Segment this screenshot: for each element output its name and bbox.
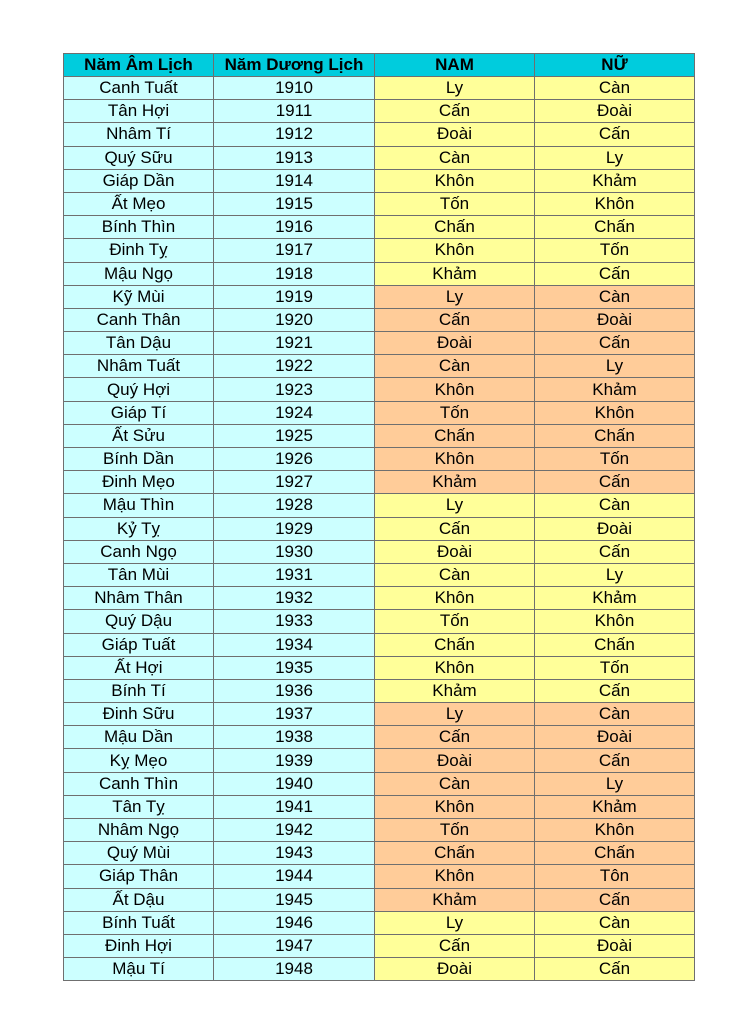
male-cell: Tốn xyxy=(375,610,535,633)
male-cell: Càn xyxy=(375,563,535,586)
female-cell: Càn xyxy=(535,77,695,100)
male-cell: Khảm xyxy=(375,262,535,285)
table-row xyxy=(64,239,695,262)
lunar-year-cell: Giáp Tuất xyxy=(64,633,214,656)
lunar-year-cell: Kỹ Mùi xyxy=(64,285,214,308)
solar-year-cell: 1933 xyxy=(214,610,375,633)
male-cell: Khôn xyxy=(375,865,535,888)
solar-year-cell: 1914 xyxy=(214,169,375,192)
female-cell: Đoài xyxy=(535,726,695,749)
table-row xyxy=(64,819,695,842)
solar-year-cell: 1935 xyxy=(214,656,375,679)
table-row xyxy=(64,749,695,772)
table-row xyxy=(64,77,695,100)
solar-year-cell: 1915 xyxy=(214,192,375,215)
lunar-year-cell: Canh Tuất xyxy=(64,77,214,100)
male-cell: Khôn xyxy=(375,587,535,610)
male-cell: Đoài xyxy=(375,540,535,563)
male-cell: Khôn xyxy=(375,378,535,401)
header-solar-year: Năm Dương Lịch xyxy=(214,54,375,77)
female-cell: Khảm xyxy=(535,795,695,818)
solar-year-cell: 1917 xyxy=(214,239,375,262)
male-cell: Khôn xyxy=(375,239,535,262)
table-row xyxy=(64,424,695,447)
table-row xyxy=(64,563,695,586)
solar-year-cell: 1910 xyxy=(214,77,375,100)
table-row xyxy=(64,355,695,378)
lunar-year-cell: Kỷ Tỵ xyxy=(64,517,214,540)
table-row xyxy=(64,517,695,540)
male-cell: Ly xyxy=(375,703,535,726)
lunar-year-cell: Đinh Sữu xyxy=(64,703,214,726)
male-cell: Tốn xyxy=(375,401,535,424)
lunar-year-cell: Giáp Dần xyxy=(64,169,214,192)
solar-year-cell: 1936 xyxy=(214,679,375,702)
lunar-year-cell: Mậu Thìn xyxy=(64,494,214,517)
table-row xyxy=(64,401,695,424)
solar-year-cell: 1923 xyxy=(214,378,375,401)
male-cell: Càn xyxy=(375,355,535,378)
solar-year-cell: 1948 xyxy=(214,958,375,981)
lunar-year-cell: Mậu Ngọ xyxy=(64,262,214,285)
male-cell: Ly xyxy=(375,494,535,517)
solar-year-cell: 1920 xyxy=(214,308,375,331)
female-cell: Chấn xyxy=(535,842,695,865)
solar-year-cell: 1913 xyxy=(214,146,375,169)
male-cell: Cấn xyxy=(375,517,535,540)
female-cell: Càn xyxy=(535,285,695,308)
female-cell: Tôn xyxy=(535,865,695,888)
female-cell: Đoài xyxy=(535,934,695,957)
lunar-year-cell: Quý Mùi xyxy=(64,842,214,865)
male-cell: Đoài xyxy=(375,958,535,981)
male-cell: Khôn xyxy=(375,795,535,818)
solar-year-cell: 1944 xyxy=(214,865,375,888)
female-cell: Ly xyxy=(535,146,695,169)
female-cell: Chấn xyxy=(535,633,695,656)
female-cell: Tốn xyxy=(535,448,695,471)
lunar-year-cell: Tân Dậu xyxy=(64,332,214,355)
solar-year-cell: 1946 xyxy=(214,911,375,934)
solar-year-cell: 1947 xyxy=(214,934,375,957)
male-cell: Chấn xyxy=(375,216,535,239)
lunar-year-cell: Tân Mùi xyxy=(64,563,214,586)
lunar-year-cell: Nhâm Tuất xyxy=(64,355,214,378)
male-cell: Cấn xyxy=(375,100,535,123)
male-cell: Càn xyxy=(375,772,535,795)
male-cell: Khôn xyxy=(375,169,535,192)
lunar-year-cell: Nhâm Thân xyxy=(64,587,214,610)
header-lunar-year: Năm Âm Lịch xyxy=(64,54,214,77)
solar-year-cell: 1929 xyxy=(214,517,375,540)
female-cell: Cấn xyxy=(535,888,695,911)
solar-year-cell: 1939 xyxy=(214,749,375,772)
female-cell: Khôn xyxy=(535,401,695,424)
header-male: NAM xyxy=(375,54,535,77)
header-row xyxy=(64,54,695,77)
solar-year-cell: 1921 xyxy=(214,332,375,355)
lunar-year-cell: Quý Sữu xyxy=(64,146,214,169)
solar-year-cell: 1945 xyxy=(214,888,375,911)
lunar-year-cell: Đinh Hợi xyxy=(64,934,214,957)
table-row xyxy=(64,494,695,517)
male-cell: Khôn xyxy=(375,656,535,679)
lunar-year-cell: Quý Dậu xyxy=(64,610,214,633)
table-row xyxy=(64,308,695,331)
male-cell: Khảm xyxy=(375,888,535,911)
lunar-year-cell: Canh Thìn xyxy=(64,772,214,795)
female-cell: Cấn xyxy=(535,679,695,702)
zodiac-table xyxy=(63,53,695,981)
lunar-year-cell: Bính Dần xyxy=(64,448,214,471)
lunar-year-cell: Mậu Tí xyxy=(64,958,214,981)
table-row xyxy=(64,378,695,401)
solar-year-cell: 1943 xyxy=(214,842,375,865)
male-cell: Khôn xyxy=(375,448,535,471)
male-cell: Chấn xyxy=(375,842,535,865)
male-cell: Tốn xyxy=(375,192,535,215)
female-cell: Ly xyxy=(535,772,695,795)
female-cell: Cấn xyxy=(535,123,695,146)
table-row xyxy=(64,100,695,123)
lunar-year-cell: Canh Ngọ xyxy=(64,540,214,563)
lunar-year-cell: Giáp Thân xyxy=(64,865,214,888)
female-cell: Cấn xyxy=(535,471,695,494)
table-row xyxy=(64,471,695,494)
lunar-year-cell: Ất Mẹo xyxy=(64,192,214,215)
male-cell: Ly xyxy=(375,77,535,100)
female-cell: Cấn xyxy=(535,540,695,563)
solar-year-cell: 1925 xyxy=(214,424,375,447)
lunar-year-cell: Nhâm Ngọ xyxy=(64,819,214,842)
table-row xyxy=(64,703,695,726)
lunar-year-cell: Tân Tỵ xyxy=(64,795,214,818)
male-cell: Khảm xyxy=(375,471,535,494)
male-cell: Đoài xyxy=(375,123,535,146)
table-row xyxy=(64,656,695,679)
table-row xyxy=(64,216,695,239)
female-cell: Khôn xyxy=(535,610,695,633)
solar-year-cell: 1928 xyxy=(214,494,375,517)
lunar-year-cell: Tân Hợi xyxy=(64,100,214,123)
solar-year-cell: 1938 xyxy=(214,726,375,749)
solar-year-cell: 1927 xyxy=(214,471,375,494)
male-cell: Cấn xyxy=(375,308,535,331)
lunar-year-cell: Bính Tí xyxy=(64,679,214,702)
lunar-year-cell: Mậu Dần xyxy=(64,726,214,749)
table-row xyxy=(64,958,695,981)
table-row xyxy=(64,772,695,795)
lunar-year-cell: Ất Dậu xyxy=(64,888,214,911)
lunar-year-cell: Bính Thìn xyxy=(64,216,214,239)
female-cell: Tốn xyxy=(535,656,695,679)
table-row xyxy=(64,332,695,355)
male-cell: Ly xyxy=(375,911,535,934)
solar-year-cell: 1926 xyxy=(214,448,375,471)
table-row xyxy=(64,262,695,285)
lunar-year-cell: Giáp Tí xyxy=(64,401,214,424)
female-cell: Khảm xyxy=(535,378,695,401)
lunar-year-cell: Ất Hợi xyxy=(64,656,214,679)
female-cell: Cấn xyxy=(535,332,695,355)
male-cell: Cấn xyxy=(375,934,535,957)
female-cell: Cấn xyxy=(535,958,695,981)
lunar-year-cell: Quý Hợi xyxy=(64,378,214,401)
table-row xyxy=(64,146,695,169)
lunar-year-cell: Canh Thân xyxy=(64,308,214,331)
male-cell: Tốn xyxy=(375,819,535,842)
female-cell: Ly xyxy=(535,563,695,586)
female-cell: Càn xyxy=(535,494,695,517)
table-row xyxy=(64,169,695,192)
solar-year-cell: 1911 xyxy=(214,100,375,123)
female-cell: Khôn xyxy=(535,192,695,215)
table-row xyxy=(64,911,695,934)
table-row xyxy=(64,123,695,146)
female-cell: Khảm xyxy=(535,587,695,610)
male-cell: Khảm xyxy=(375,679,535,702)
lunar-year-cell: Kỵ Mẹo xyxy=(64,749,214,772)
table-row xyxy=(64,842,695,865)
solar-year-cell: 1924 xyxy=(214,401,375,424)
table-row xyxy=(64,192,695,215)
female-cell: Càn xyxy=(535,703,695,726)
female-cell: Đoài xyxy=(535,308,695,331)
table-row xyxy=(64,934,695,957)
solar-year-cell: 1931 xyxy=(214,563,375,586)
table-body xyxy=(64,77,695,981)
male-cell: Chấn xyxy=(375,424,535,447)
header-female: NỮ xyxy=(535,54,695,77)
table-row xyxy=(64,679,695,702)
solar-year-cell: 1941 xyxy=(214,795,375,818)
table-row xyxy=(64,587,695,610)
table-row xyxy=(64,448,695,471)
solar-year-cell: 1942 xyxy=(214,819,375,842)
solar-year-cell: 1940 xyxy=(214,772,375,795)
female-cell: Khôn xyxy=(535,819,695,842)
table-row xyxy=(64,888,695,911)
female-cell: Đoài xyxy=(535,100,695,123)
solar-year-cell: 1932 xyxy=(214,587,375,610)
male-cell: Cấn xyxy=(375,726,535,749)
female-cell: Khảm xyxy=(535,169,695,192)
male-cell: Đoài xyxy=(375,332,535,355)
table-row xyxy=(64,633,695,656)
table-row xyxy=(64,285,695,308)
table-row xyxy=(64,610,695,633)
solar-year-cell: 1922 xyxy=(214,355,375,378)
male-cell: Chấn xyxy=(375,633,535,656)
lunar-year-cell: Nhâm Tí xyxy=(64,123,214,146)
table-row xyxy=(64,865,695,888)
solar-year-cell: 1912 xyxy=(214,123,375,146)
male-cell: Ly xyxy=(375,285,535,308)
female-cell: Ly xyxy=(535,355,695,378)
lunar-year-cell: Ất Sửu xyxy=(64,424,214,447)
solar-year-cell: 1937 xyxy=(214,703,375,726)
female-cell: Cấn xyxy=(535,749,695,772)
female-cell: Chấn xyxy=(535,424,695,447)
lunar-year-cell: Bính Tuất xyxy=(64,911,214,934)
female-cell: Cấn xyxy=(535,262,695,285)
table-row xyxy=(64,540,695,563)
solar-year-cell: 1919 xyxy=(214,285,375,308)
male-cell: Càn xyxy=(375,146,535,169)
female-cell: Chấn xyxy=(535,216,695,239)
solar-year-cell: 1918 xyxy=(214,262,375,285)
female-cell: Đoài xyxy=(535,517,695,540)
lunar-year-cell: Đinh Mẹo xyxy=(64,471,214,494)
lunar-year-cell: Đinh Tỵ xyxy=(64,239,214,262)
table-row xyxy=(64,795,695,818)
solar-year-cell: 1916 xyxy=(214,216,375,239)
female-cell: Tốn xyxy=(535,239,695,262)
male-cell: Đoài xyxy=(375,749,535,772)
solar-year-cell: 1934 xyxy=(214,633,375,656)
table-row xyxy=(64,726,695,749)
solar-year-cell: 1930 xyxy=(214,540,375,563)
female-cell: Càn xyxy=(535,911,695,934)
